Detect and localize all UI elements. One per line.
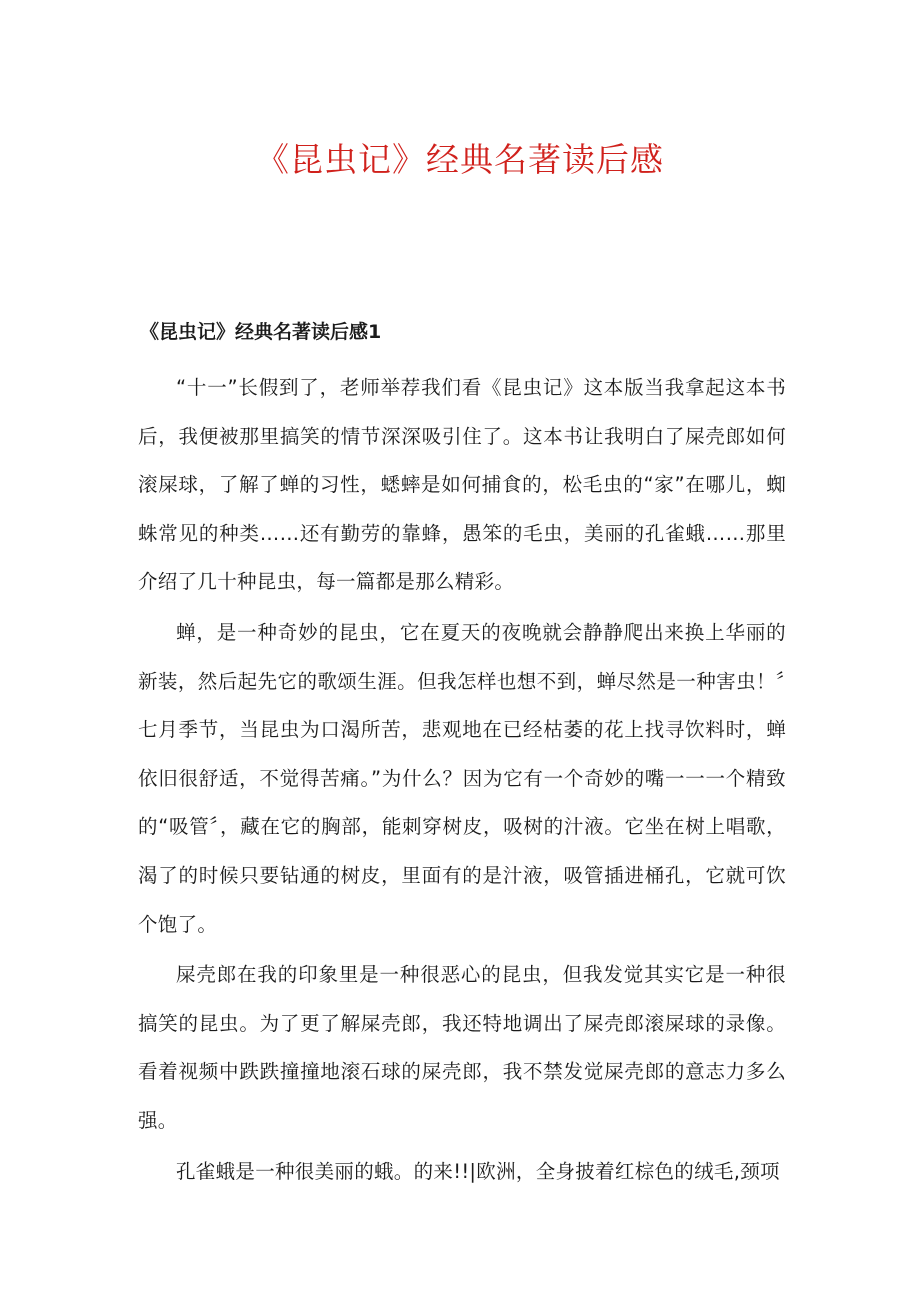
paragraph: 孔雀蛾是一种很美丽的蛾。的来!!|欧洲，全身披着红棕色的绒毛,颈项 bbox=[176, 1159, 780, 1183]
section-heading: 《昆虫记》经典名著读后感1 bbox=[140, 321, 382, 343]
paragraph: 蝉，是一种奇妙的昆虫，它在夏天的夜晚就会静静爬出来换上华丽的新装，然后起先它的歌颂生涯。但我怎样也想不到，蝉尽然是一种害虫！〞七月季节，当昆虫为口渴所苦，悲观地在已经枯萎的花上找寻饮料时，蝉依旧很舒适，不觉得苦痛。”为什么？因为它有一个奇妙的嘴一一一个精致的“吸管〞，藏在它的胸部，能刺穿树皮，吸树的汁液。它坐在树上唱歌，渴了的时候只要钻通的树皮，里面有的是汁液，吸管插进桶孔，它就可饮个饱了。 bbox=[138, 620, 786, 936]
body-text bbox=[138, 364, 786, 1198]
document-title: 《昆虫记》经典名著读后感 bbox=[256, 140, 664, 179]
paragraph: “十一”长假到了，老师举荐我们看《昆虫记》这本版当我拿起这本书后，我便被那里搞笑的情节深深吸引住了。这本书让我明白了屎壳郎如何滚屎球，了解了蝉的习性，蟋蟀是如何捕食的，松毛虫的“家”在哪儿，蜘蛛常见的种类……还有勤劳的靠蜂，愚笨的毛虫，美丽的孔雀蛾……那里介绍了几十种昆虫，每一篇都是那么精彩。 bbox=[138, 376, 786, 594]
paragraph: 屎壳郎在我的印象里是一种很恶心的昆虫，但我发觉其实它是一种很搞笑的昆虫。为了更了解屎壳郎，我还特地调出了屎壳郎滚屎球的录像。看着视频中跌跌撞撞地滚石球的屎壳郎，我不禁发觉屎壳郎的意志力多么强。 bbox=[138, 963, 786, 1132]
